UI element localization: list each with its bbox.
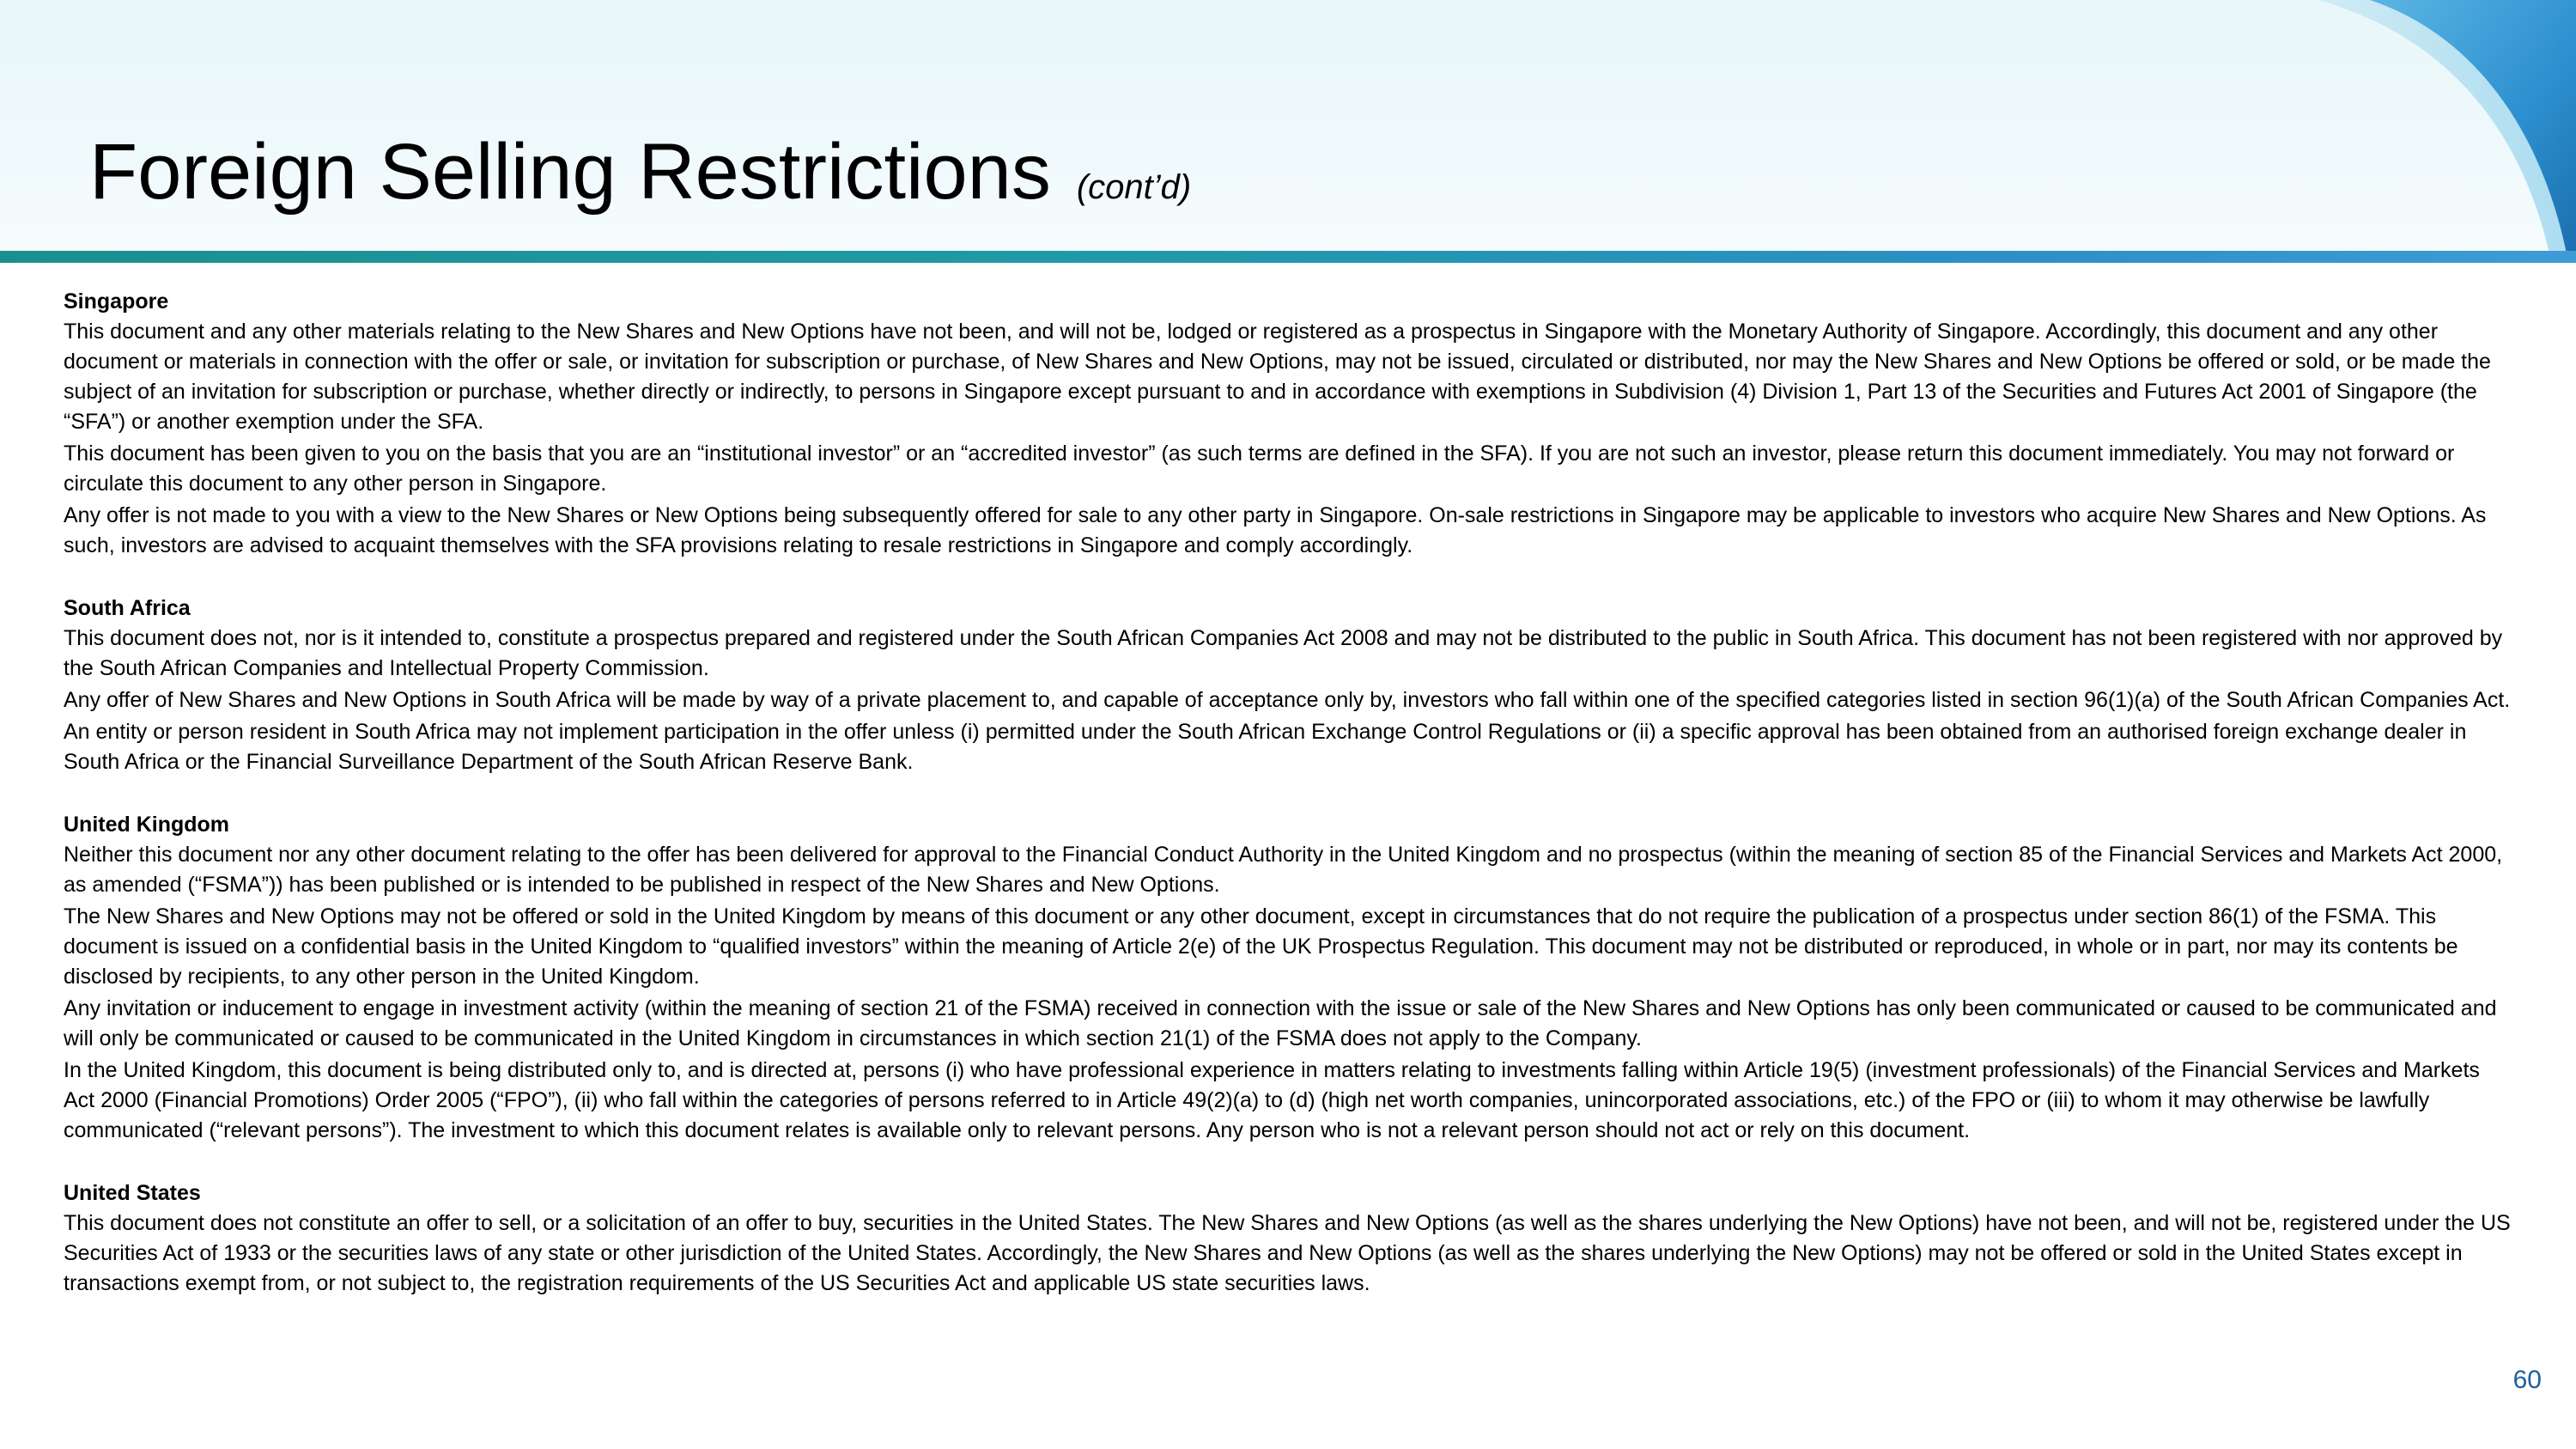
section-heading: United Kingdom <box>64 813 230 837</box>
page-number: 60 <box>2512 1366 2542 1394</box>
paragraph: This document has been given to you on the basis that you are an “institutional investor” or an “accredited investor” (as such terms are defined in the SFA). If you are not such an investor, please return this document immediately. You may not forward or circulate this document to any other person in Singapore. <box>64 441 2455 496</box>
section-heading: South Africa <box>64 596 191 620</box>
section-heading: United States <box>64 1181 201 1205</box>
slide-title <box>89 120 1191 223</box>
paragraph: The New Shares and New Options may not be offered or sold in the United Kingdom by means of this document or any other document, except in circumstances that do not require the publication of a prospectus under section 86(1) of the FSMA. This document is issued on a confidential basis in the United Kingdom to “qualified investors” within the meaning of Article 2(e) of the UK Prospectus Regulation. This document may not be distributed or reproduced, in whole or in part, nor may its contents be disclosed by recipients, to any other person in the United Kingdom. <box>64 904 2458 989</box>
section-united-kingdom <box>64 810 2512 1146</box>
slide-header <box>0 0 2576 253</box>
paragraph: Neither this document nor any other document relating to the offer has been delivered for approval to the Financial Conduct Authority in the United Kingdom and no prospectus (within the meaning of section 85 of the Financial Services and Markets Act 2000, as amended (“FSMA”)) has been published or is intended to be published in respect of the New Shares and New Options. <box>64 843 2503 897</box>
paragraph: This document does not, nor is it intended to, constitute a prospectus prepared and registered under the South African Companies Act 2008 and may not be distributed to the public in South Africa. This document has not been registered with nor approved by the South African Companies and Intellectual Property Commission. <box>64 626 2503 680</box>
page-title: Foreign Selling Restrictions <box>89 128 1051 216</box>
paragraph: In the United Kingdom, this document is being distributed only to, and is directed at, persons (i) who have professional experience in matters relating to investments falling within Article 19(5) (investment professionals) of the Financial Services and Markets Act 2000 (Financial Promotions) Order 2005 (“FPO”), (ii) who fall within the categories of persons referred to in Article 49(2)(a) to (d) (high net worth companies, unincorporated associations, etc.) of the FPO or (iii) to whom it may otherwise be lawfully communicated (“relevant persons”). The investment to which this document relates is available only to relevant persons. Any person who is not a relevant person should not act or rely on this document. <box>64 1058 2480 1142</box>
paragraph: Any invitation or inducement to engage in investment activity (within the meaning of section 21 of the FSMA) received in connection with the issue or sale of the New Shares and New Options has only been communicated or caused to be communicated and will only be communicated or caused to be communicated in the United Kingdom in circumstances in which section 21(1) of the FSMA does not apply to the Company. <box>64 996 2497 1050</box>
paragraph: An entity or person resident in South Africa may not implement participation in the offer unless (i) permitted under the South African Exchange Control Regulations or (ii) a specific approval has been obtained from an authorised foreign exchange dealer in South Africa or the Financial Surveillance Department of the South African Reserve Bank. <box>64 720 2467 774</box>
paragraph: Any offer of New Shares and New Options in South Africa will be made by way of a private placement to, and capable of acceptance only by, investors who fall within one of the specified categories listed in section 96(1)(a) of the South African Companies Act. <box>64 688 2511 712</box>
header-divider <box>0 251 2576 263</box>
section-south-africa <box>64 594 2512 777</box>
page-subtitle: (cont’d) <box>1076 168 1192 206</box>
paragraph: Any offer is not made to you with a view to the New Shares or New Options being subsequently offered for sale to any other party in Singapore. On-sale restrictions in Singapore may be applicable to investors who acquire New Shares and New Options. As such, investors are advised to acquaint themselves with the SFA provisions relating to resale restrictions in Singapore and comply accordingly. <box>64 503 2487 557</box>
section-heading: Singapore <box>64 289 169 314</box>
paragraph: This document does not constitute an offer to sell, or a solicitation of an offer to buy, securities in the United States. The New Shares and New Options (as well as the shares underlying the New Options) have not been, and will not be, registered under the US Securities Act of 1933 or the securities laws of any state or other jurisdiction of the United States. Accordingly, the New Shares and New Options (as well as the shares underlying the New Options) may not be offered or sold in the United States except in transactions exempt from, or not subject to, the registration requirements of the US Securities Act and applicable US state securities laws. <box>64 1211 2511 1295</box>
paragraph: This document and any other materials relating to the New Shares and New Options have not been, and will not be, lodged or registered as a prospectus in Singapore with the Monetary Authority of Singapore. Accordingly, this document and any other document or materials in connection with the offer or sale, or invitation for subscription or purchase, of New Shares and New Options, may not be issued, circulated or distributed, nor may the New Shares and New Options be offered or sold, or be made the subject of an invitation for subscription or purchase, whether directly or indirectly, to persons in Singapore except pursuant to and in accordance with exemptions in Subdivision (4) Division 1, Part 13 of the Securities and Futures Act 2001 of Singapore (the “SFA”) or another exemption under the SFA. <box>64 320 2491 434</box>
document-body <box>64 287 2512 1331</box>
section-singapore <box>64 287 2512 561</box>
section-united-states <box>64 1178 2512 1299</box>
